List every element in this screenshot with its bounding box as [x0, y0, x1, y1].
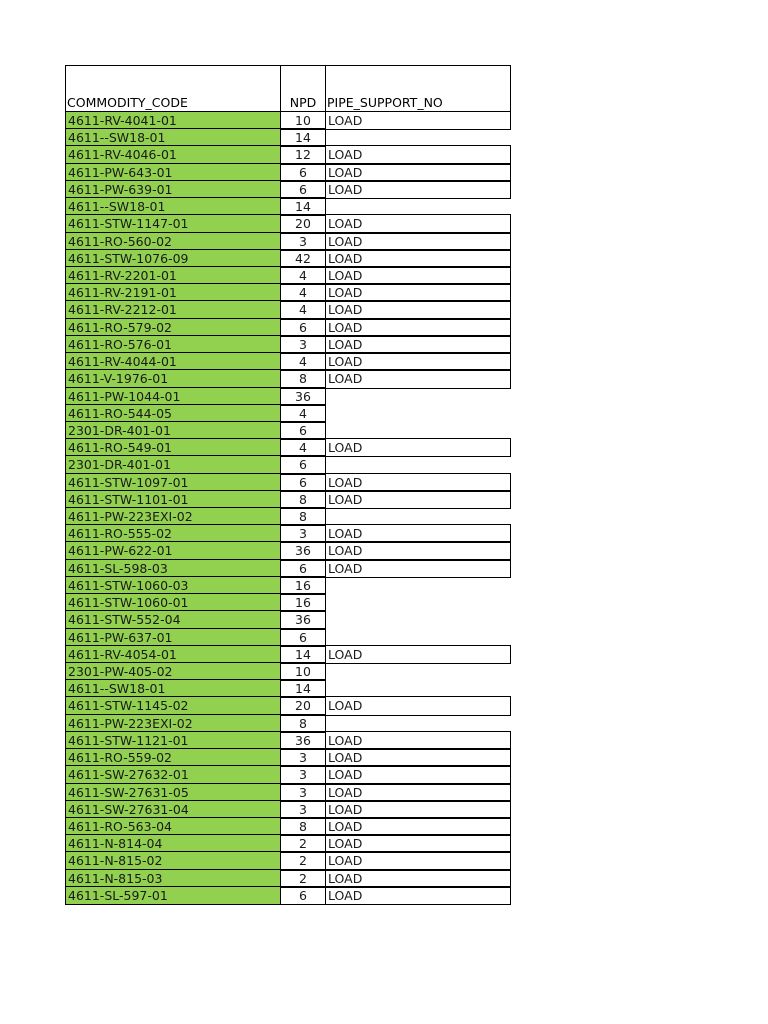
pipe-support-cell[interactable]: LOAD: [325, 817, 511, 836]
commodity-code-cell[interactable]: 4611-PW-1044-01: [65, 387, 281, 406]
table-row: [65, 645, 511, 663]
npd-cell[interactable]: 36: [280, 610, 326, 629]
pipe-support-cell[interactable]: LOAD: [325, 318, 511, 337]
commodity-code-cell[interactable]: 4611-RO-544-05: [65, 404, 281, 423]
npd-cell[interactable]: 3: [280, 765, 326, 784]
pipe-support-cell[interactable]: LOAD: [325, 748, 511, 767]
pipe-support-cell[interactable]: LOAD: [325, 145, 511, 164]
commodity-code-cell[interactable]: 4611-RO-560-02: [65, 232, 281, 251]
commodity-code-cell[interactable]: 4611-V-1976-01: [65, 369, 281, 388]
npd-cell[interactable]: 16: [280, 593, 326, 612]
commodity-code-cell[interactable]: 4611-RO-563-04: [65, 817, 281, 836]
table-row: [65, 369, 511, 387]
commodity-code-cell[interactable]: 4611-PW-223EXI-02: [65, 714, 281, 733]
table-row: [65, 128, 511, 146]
npd-cell[interactable]: 14: [280, 197, 326, 216]
commodity-code-cell[interactable]: 4611-STW-552-04: [65, 610, 281, 629]
pipe-support-cell[interactable]: LOAD: [325, 266, 511, 285]
table-row: [65, 197, 511, 215]
pipe-support-cell[interactable]: LOAD: [325, 473, 511, 492]
npd-cell[interactable]: 3: [280, 232, 326, 251]
table-row: [65, 869, 511, 887]
npd-cell[interactable]: 4: [280, 404, 326, 423]
header-pipe-support-no[interactable]: PIPE_SUPPORT_NO: [325, 65, 511, 112]
table-row: [65, 473, 511, 491]
npd-cell[interactable]: 16: [280, 576, 326, 595]
commodity-code-cell[interactable]: 4611--SW18-01: [65, 128, 281, 147]
npd-cell[interactable]: 4: [280, 283, 326, 302]
table-row: [65, 455, 511, 473]
npd-cell[interactable]: 4: [280, 266, 326, 285]
pipe-support-cell[interactable]: LOAD: [325, 645, 511, 664]
commodity-code-cell[interactable]: 4611-RV-2212-01: [65, 300, 281, 319]
npd-cell[interactable]: 10: [280, 111, 326, 130]
npd-cell[interactable]: 8: [280, 817, 326, 836]
header-row: [65, 65, 511, 112]
table-row: [65, 266, 511, 284]
pipe-support-cell[interactable]: LOAD: [325, 559, 511, 578]
table-row: [65, 180, 511, 198]
pipe-support-cell[interactable]: LOAD: [325, 335, 511, 354]
table-row: [65, 817, 511, 835]
table-row: [65, 438, 511, 456]
pipe-support-cell[interactable]: LOAD: [325, 352, 511, 371]
table-row: [65, 886, 511, 904]
table-row: [65, 145, 511, 163]
commodity-code-cell[interactable]: 4611--SW18-01: [65, 679, 281, 698]
commodity-code-cell[interactable]: 4611-STW-1097-01: [65, 473, 281, 492]
table-row: [65, 507, 511, 525]
pipe-support-cell[interactable]: LOAD: [325, 886, 511, 905]
pipe-support-cell[interactable]: LOAD: [325, 851, 511, 870]
pipe-support-cell[interactable]: LOAD: [325, 869, 511, 888]
table-row: [65, 610, 511, 628]
npd-cell[interactable]: 36: [280, 541, 326, 560]
commodity-code-cell[interactable]: 4611-RV-2201-01: [65, 266, 281, 285]
commodity-code-cell[interactable]: 4611-SW-27631-05: [65, 783, 281, 802]
commodity-code-cell[interactable]: 4611-PW-639-01: [65, 180, 281, 199]
table-row: [65, 800, 511, 818]
npd-cell[interactable]: 8: [280, 714, 326, 733]
commodity-code-cell[interactable]: 4611-PW-622-01: [65, 541, 281, 560]
commodity-code-cell[interactable]: 4611-SW-27632-01: [65, 765, 281, 784]
table-row: [65, 628, 511, 646]
commodity-code-cell[interactable]: 4611-RV-2191-01: [65, 283, 281, 302]
pipe-support-cell[interactable]: LOAD: [325, 834, 511, 853]
commodity-code-cell[interactable]: 4611-STW-1147-01: [65, 214, 281, 233]
pipe-support-cell[interactable]: LOAD: [325, 490, 511, 509]
npd-cell[interactable]: 20: [280, 214, 326, 233]
pipe-support-cell[interactable]: LOAD: [325, 163, 511, 182]
commodity-code-cell[interactable]: 4611-RV-4046-01: [65, 145, 281, 164]
commodity-code-cell[interactable]: 4611-N-815-03: [65, 869, 281, 888]
commodity-code-cell[interactable]: 4611-PW-223EXI-02: [65, 507, 281, 526]
pipe-support-cell[interactable]: LOAD: [325, 232, 511, 251]
npd-cell[interactable]: 2: [280, 851, 326, 870]
table-row: [65, 163, 511, 181]
table-row: [65, 765, 511, 783]
npd-cell[interactable]: 14: [280, 679, 326, 698]
table-row: [65, 352, 511, 370]
npd-cell[interactable]: 2: [280, 869, 326, 888]
commodity-code-cell[interactable]: 4611-STW-1145-02: [65, 696, 281, 715]
table-row: [65, 593, 511, 611]
npd-cell[interactable]: 8: [280, 369, 326, 388]
npd-cell[interactable]: 2: [280, 834, 326, 853]
npd-cell[interactable]: 3: [280, 800, 326, 819]
commodity-code-cell[interactable]: 4611-SL-597-01: [65, 886, 281, 905]
pipe-support-cell[interactable]: LOAD: [325, 765, 511, 784]
table-row: [65, 662, 511, 680]
pipe-support-cell[interactable]: LOAD: [325, 300, 511, 319]
npd-cell[interactable]: 3: [280, 524, 326, 543]
commodity-code-cell[interactable]: 4611-STW-1101-01: [65, 490, 281, 509]
npd-cell[interactable]: 10: [280, 662, 326, 681]
commodity-code-cell[interactable]: 2301-PW-405-02: [65, 662, 281, 681]
table-row: [65, 696, 511, 714]
npd-cell[interactable]: 3: [280, 748, 326, 767]
pipe-support-cell[interactable]: LOAD: [325, 541, 511, 560]
npd-cell[interactable]: 6: [280, 473, 326, 492]
table-row: [65, 783, 511, 801]
table-row: [65, 283, 511, 301]
table-row: [65, 834, 511, 852]
table-row: [65, 335, 511, 353]
pipe-support-cell[interactable]: LOAD: [325, 696, 511, 715]
table-row: [65, 748, 511, 766]
table-row: [65, 249, 511, 267]
table-row: [65, 318, 511, 336]
npd-cell[interactable]: 4: [280, 300, 326, 319]
pipe-support-cell[interactable]: LOAD: [325, 111, 511, 130]
npd-cell[interactable]: 3: [280, 335, 326, 354]
npd-cell[interactable]: 36: [280, 387, 326, 406]
table-row: [65, 559, 511, 577]
pipe-support-cell[interactable]: LOAD: [325, 214, 511, 233]
pipe-support-cell[interactable]: LOAD: [325, 800, 511, 819]
commodity-code-cell[interactable]: 2301-DR-401-01: [65, 455, 281, 474]
commodity-code-cell[interactable]: 4611-STW-1121-01: [65, 731, 281, 750]
commodity-code-cell[interactable]: 4611-PW-637-01: [65, 628, 281, 647]
commodity-code-cell[interactable]: 4611-N-814-04: [65, 834, 281, 853]
commodity-code-cell[interactable]: 4611-RO-576-01: [65, 335, 281, 354]
commodity-code-cell[interactable]: 4611-SW-27631-04: [65, 800, 281, 819]
commodity-code-cell[interactable]: 4611-RV-4041-01: [65, 111, 281, 130]
commodity-code-cell[interactable]: 2301-DR-401-01: [65, 421, 281, 440]
npd-cell[interactable]: 20: [280, 696, 326, 715]
npd-cell[interactable]: 14: [280, 645, 326, 664]
pipe-support-cell[interactable]: LOAD: [325, 731, 511, 750]
table-row: [65, 421, 511, 439]
header-commodity-code[interactable]: COMMODITY_CODE: [65, 65, 281, 112]
table-row: [65, 541, 511, 559]
table-row: [65, 714, 511, 732]
table-row: [65, 387, 511, 405]
table-row: [65, 731, 511, 749]
npd-cell[interactable]: 8: [280, 507, 326, 526]
npd-cell[interactable]: 6: [280, 886, 326, 905]
pipe-support-cell[interactable]: LOAD: [325, 524, 511, 543]
table-row: [65, 232, 511, 250]
commodity-code-cell[interactable]: 4611-RV-4044-01: [65, 352, 281, 371]
npd-cell[interactable]: 12: [280, 145, 326, 164]
commodity-code-cell[interactable]: 4611-RV-4054-01: [65, 645, 281, 664]
commodity-code-cell[interactable]: 4611-RO-549-01: [65, 438, 281, 457]
commodity-code-cell[interactable]: 4611--SW18-01: [65, 197, 281, 216]
header-npd[interactable]: NPD: [280, 65, 326, 112]
npd-cell[interactable]: 4: [280, 438, 326, 457]
pipe-support-cell[interactable]: LOAD: [325, 180, 511, 199]
npd-cell[interactable]: 42: [280, 249, 326, 268]
commodity-code-cell[interactable]: 4611-STW-1060-01: [65, 593, 281, 612]
npd-cell[interactable]: 8: [280, 490, 326, 509]
npd-cell[interactable]: 6: [280, 180, 326, 199]
table-body: [65, 111, 511, 904]
pipe-support-cell[interactable]: LOAD: [325, 283, 511, 302]
npd-cell[interactable]: 14: [280, 128, 326, 147]
npd-cell[interactable]: 3: [280, 783, 326, 802]
commodity-code-cell[interactable]: 4611-RO-555-02: [65, 524, 281, 543]
commodity-code-cell[interactable]: 4611-RO-579-02: [65, 318, 281, 337]
pipe-support-cell[interactable]: LOAD: [325, 438, 511, 457]
pipe-support-cell[interactable]: LOAD: [325, 249, 511, 268]
npd-cell[interactable]: 6: [280, 318, 326, 337]
table-row: [65, 490, 511, 508]
npd-cell[interactable]: 6: [280, 421, 326, 440]
table-row: [65, 404, 511, 422]
npd-cell[interactable]: 36: [280, 731, 326, 750]
npd-cell[interactable]: 6: [280, 559, 326, 578]
pipe-support-cell[interactable]: LOAD: [325, 783, 511, 802]
commodity-code-cell[interactable]: 4611-N-815-02: [65, 851, 281, 870]
pipe-support-cell[interactable]: LOAD: [325, 369, 511, 388]
npd-cell[interactable]: 6: [280, 628, 326, 647]
table-row: [65, 214, 511, 232]
table-row: [65, 524, 511, 542]
commodity-code-cell[interactable]: 4611-RO-559-02: [65, 748, 281, 767]
table-row: [65, 111, 511, 129]
npd-cell[interactable]: 4: [280, 352, 326, 371]
commodity-code-cell[interactable]: 4611-PW-643-01: [65, 163, 281, 182]
table-row: [65, 679, 511, 697]
spreadsheet: [65, 65, 511, 904]
table-row: [65, 576, 511, 594]
commodity-code-cell[interactable]: 4611-SL-598-03: [65, 559, 281, 578]
npd-cell[interactable]: 6: [280, 163, 326, 182]
table-row: [65, 300, 511, 318]
commodity-code-cell[interactable]: 4611-STW-1060-03: [65, 576, 281, 595]
commodity-code-cell[interactable]: 4611-STW-1076-09: [65, 249, 281, 268]
npd-cell[interactable]: 6: [280, 455, 326, 474]
table-row: [65, 851, 511, 869]
